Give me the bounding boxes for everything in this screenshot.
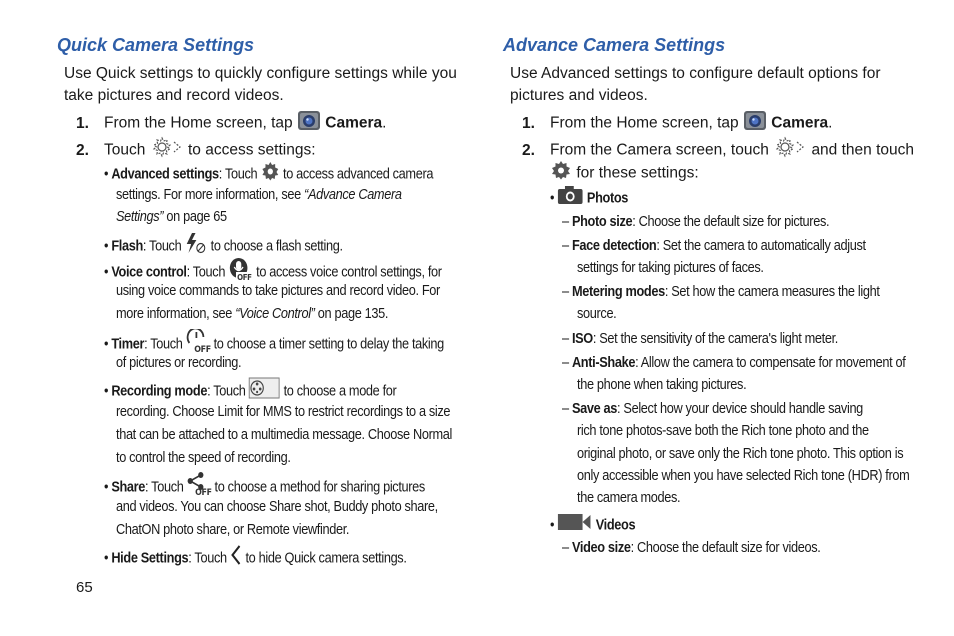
anti-shake-label: Anti-Shake [571,355,636,371]
step-number: 2. [76,141,89,159]
bullet-text: : Touch [186,264,226,281]
advanced-settings-line2 [116,184,402,207]
recording-mode-line3: that can be attached to a multimedia message. Choose Normal [116,427,453,443]
bullet-voice-control: • Voice control: Touch OFF to access voice control settings, for [104,257,442,289]
bullet-text: to choose a mode for [283,383,397,400]
step-text: From the Home screen, tap [104,114,293,132]
save-as-line3: original photo, or save only the Rich tone photo. This option is [577,446,904,462]
bullet-text: to access advanced camera [283,166,434,183]
bullet-text: to hide Quick camera settings. [245,550,407,567]
advance-settings-heading: Advance Camera Settings [503,35,726,55]
recording-mode-line2: recording. Choose Limit for MMS to restrict recordings to a size [116,404,451,420]
hide-settings-label: Hide Settings [111,550,189,567]
flash-label: Flash [111,238,143,255]
bullet-text: to choose a flash setting. [210,238,343,255]
item-text: : Select how your device should handle saving [617,401,863,417]
gear-icon [550,160,572,187]
recording-mode-label: Recording mode [111,383,208,400]
item-iso: – ISO: Set the sensitivity of the camera's light meter. [562,331,838,347]
videos-label: Videos [595,517,636,534]
bullet-text: : Touch [207,383,246,400]
item-face-detection: – Face detection: Set the camera to automatically adjust [562,238,866,254]
timer-label: Timer [111,336,145,353]
share-line2: and videos. You can choose Share shot, Buddy photo share, [116,499,438,515]
timer-line2: of pictures or recording. [116,355,242,371]
photos-label: Photos [586,190,629,207]
page-ref: on page 65 [166,209,227,225]
bullet-text: settings. For more information, see [116,187,301,203]
bullet-hide-settings: • Hide Settings: Touch to hide Quick camera settings. [104,544,407,574]
save-as-line5: the camera modes. [577,490,681,506]
bullet-videos: • Videos [550,512,635,540]
save-as-line4: only accessible when you have selected Rich tone (HDR) from [577,468,910,484]
bullet-flash: • Flash: Touch to choose a flash setting. [104,232,343,262]
page-number: 65 [76,579,93,596]
svg-text:OFF: OFF [195,486,212,496]
svg-text:OFF: OFF [194,343,211,353]
metering-modes-line2: source. [577,306,617,322]
item-text: : Choose the default size for videos. [630,540,821,556]
camera-label: Camera [325,114,383,132]
step-number: 1. [76,114,89,132]
iso-label: ISO [571,331,593,347]
step-text-post: to access settings: [188,141,316,159]
advance-intro-line2: pictures and videos. [510,87,648,104]
step-text: for these settings: [576,164,699,182]
step-text-post: and then touch [811,141,914,159]
metering-modes-label: Metering modes [571,284,665,300]
advance-step-1: 1. From the Home screen, tap Camera. [522,109,832,138]
bullet-text: to choose a method for sharing pictures [214,479,425,496]
voice-control-line3 [116,303,388,326]
save-as-line2: rich tone photos-save both the Rich tone photo and the [577,423,869,439]
bullet-text: : Touch [145,479,184,496]
item-video-size: – Video size: Choose the default size for videos. [562,540,821,556]
bullet-recording-mode: • Recording mode: Touch to choose a mode for [104,377,396,407]
advanced-settings-label: Advanced settings [111,166,219,183]
bullet-text: more information, see [116,306,233,322]
step-number: 1. [522,114,535,132]
advance-intro-line1: Use Advanced settings to configure default options for [510,65,881,82]
item-text: : Set how the camera measures the light [664,284,880,300]
quick-intro-line2: take pictures and record videos. [64,87,284,104]
camera-app-icon [297,109,321,138]
step-text: Touch [104,141,146,159]
save-as-label: Save as [571,401,618,417]
bullet-text: to access voice control settings, for [256,264,442,281]
item-text: : Set the camera to automatically adjust [656,238,866,254]
share-line3: ChatON photo share, or Remote viewfinder. [116,522,350,538]
item-photo-size: – Photo size: Choose the default size for pictures. [562,214,830,230]
bullet-share: • Share: Touch OFF to choose a method for sharing pictures [104,472,425,504]
advance-camera-settings-link-cont[interactable]: Settings” [116,209,164,225]
item-metering-modes: – Metering modes: Set how the camera measures the light [562,284,880,300]
share-label: Share [111,479,146,496]
face-detection-label: Face detection [571,238,657,254]
quick-intro-line1: Use Quick settings to quickly configure settings while you [64,65,457,82]
video-camera-icon [557,512,592,540]
photo-size-label: Photo size [571,214,633,230]
bullet-text: : Touch [142,238,182,255]
settings-gear-outline-icon [773,136,807,165]
item-text: : Set the sensitivity of the camera's light meter. [592,331,838,347]
step-number: 2. [522,141,535,159]
camera-app-icon [743,109,767,138]
item-anti-shake: – Anti-Shake: Allow the camera to compensate for movement of [562,355,906,371]
bullet-photos: • Photos [550,185,628,213]
bullet-text: : Touch [188,550,227,567]
bullet-text: : Touch [144,336,183,353]
video-size-label: Video size [571,540,631,556]
recording-mode-line4: to control the speed of recording. [116,450,291,466]
bullet-text: to choose a timer setting to delay the taking [213,336,444,353]
advanced-settings-line3 [116,206,227,229]
item-text: : Allow the camera to compensate for movement of [635,355,906,371]
svg-text:OFF: OFF [237,272,252,281]
voice-control-link[interactable]: “Voice Control” [235,306,315,322]
face-detection-line2: settings for taking pictures of faces. [577,260,764,276]
anti-shake-line2: the phone when taking pictures. [577,377,747,393]
bullet-text: : Touch [218,166,258,183]
page-ref: on page 135. [317,306,389,322]
camera-icon [557,185,583,213]
advance-step-2-line2 [550,160,699,187]
step-text: From the Camera screen, touch [550,141,769,159]
quick-step-1: 1. From the Home screen, tap Camera. [76,109,386,138]
item-save-as: – Save as: Select how your device should handle saving [562,401,863,417]
voice-control-line2: using voice commands to take pictures and record video. For [116,283,440,299]
camera-label: Camera [771,114,829,132]
bullet-timer: • Timer: Touch OFF to choose a timer setting to delay the taking [104,329,444,361]
quick-settings-heading: Quick Camera Settings [57,35,255,55]
advance-camera-settings-link[interactable]: “Advance Camera [304,187,402,203]
item-text: : Choose the default size for pictures. [632,214,830,230]
chevron-left-icon [230,544,242,574]
step-text: From the Home screen, tap [550,114,739,132]
bullet-advanced-settings: • Advanced settings: Touch to access advanced camera [104,161,433,189]
voice-control-label: Voice control [111,264,187,281]
